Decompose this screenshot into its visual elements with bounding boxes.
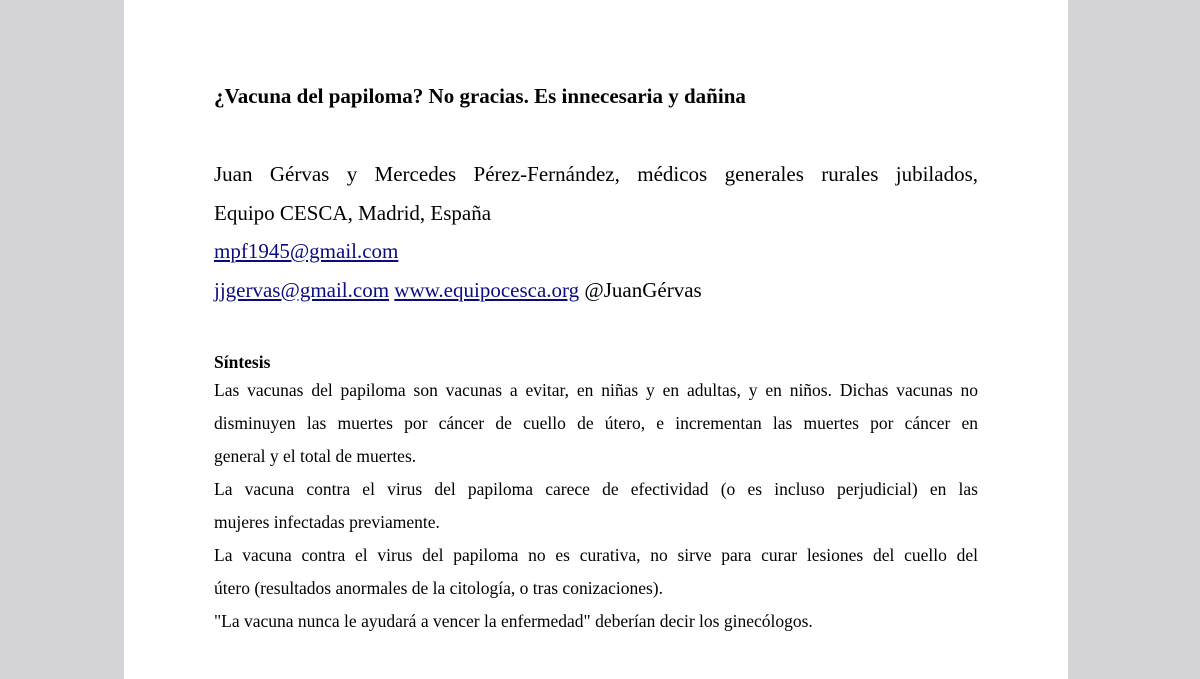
twitter-handle: @JuanGérvas: [584, 277, 702, 302]
paragraph-line: "La vacuna nunca le ayudará a vencer la enfermedad" deberían decir los ginecólogos.: [214, 611, 813, 631]
paragraph-line: La vacuna contra el virus del papiloma no es curativa, no sirve para curar lesiones del cuello del: [214, 545, 978, 565]
paragraph-line: útero (resultados anormales de la citología, o tras conizaciones).: [214, 578, 664, 598]
paragraph-line: mujeres infectadas previamente.: [214, 512, 440, 532]
paragraph-line: La vacuna contra el virus del papiloma carece de efectividad (o es incluso perjudicial) en las: [214, 479, 978, 499]
affiliation-line: Equipo CESCA, Madrid, España: [214, 200, 492, 225]
document-title: ¿Vacuna del papiloma? No gracias. Es innecesaria y dañina: [214, 84, 746, 108]
authors-block: [214, 155, 978, 309]
paragraph-line: general y el total de muertes.: [214, 446, 417, 466]
paragraph-line: Las vacunas del papiloma son vacunas a evitar, en niñas y en adultas, y en niños. Dichas vacunas no: [214, 380, 978, 400]
email-link-jjgervas[interactable]: jjgervas@gmail.com: [214, 277, 390, 302]
contact-line: [214, 271, 978, 310]
synthesis-heading: Síntesis: [214, 352, 271, 372]
email-line-1: [214, 232, 978, 271]
document-page: [124, 0, 1068, 679]
synthesis-section: [214, 350, 978, 638]
email-link-mpf[interactable]: mpf1945@gmail.com: [214, 239, 399, 263]
synthesis-paragraph-1: [214, 374, 978, 473]
synthesis-paragraph-2: [214, 473, 978, 539]
paragraph-line: disminuyen las muertes por cáncer de cuello de útero, e incrementan las muertes por cáncer en: [214, 413, 978, 433]
synthesis-paragraph-3: [214, 539, 978, 605]
website-link[interactable]: www.equipocesca.org: [394, 277, 580, 302]
authors-line: Juan Gérvas y Mercedes Pérez-Fernández, médicos generales rurales jubilados,: [214, 162, 978, 186]
synthesis-paragraph-4: [214, 605, 978, 638]
